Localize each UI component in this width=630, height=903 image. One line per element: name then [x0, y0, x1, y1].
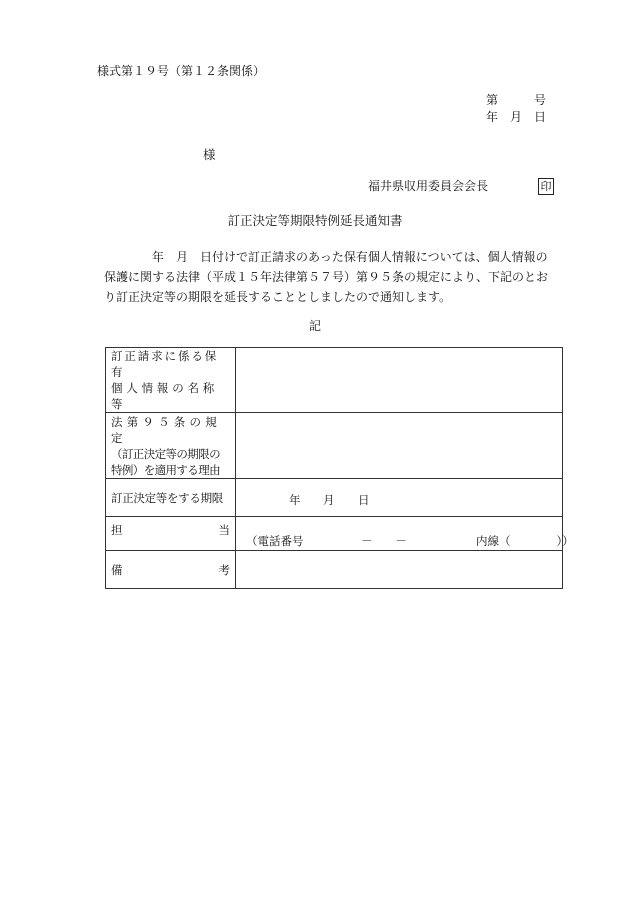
phone-line: （電話番号 － － 内線（ ））	[246, 534, 574, 548]
label-line	[111, 562, 230, 578]
table-row	[106, 551, 563, 589]
table-row	[106, 517, 563, 551]
value-cell[interactable]	[236, 413, 563, 479]
seal-mark: 印	[538, 178, 554, 195]
value-cell[interactable]	[236, 348, 563, 413]
label-line	[111, 348, 230, 380]
table-row	[106, 348, 563, 413]
reference-number: 第 号	[486, 93, 547, 107]
label-line	[111, 522, 230, 538]
label-text: 考	[218, 562, 230, 577]
deadline-day: 日	[358, 493, 370, 507]
label-text: 法第９５条の規定	[111, 414, 221, 445]
label-text: 個人情報の名称等	[111, 381, 219, 411]
table-row	[106, 479, 563, 517]
label-line	[111, 414, 230, 446]
label-cell	[106, 413, 236, 479]
table-row	[106, 413, 563, 479]
remarks-cell[interactable]	[236, 551, 563, 589]
label-text: 担	[111, 522, 123, 537]
document-title: 訂正決定等期限特例延長通知書	[227, 213, 403, 228]
ki-heading: 記	[308, 319, 321, 333]
form-number: 様式第１９号（第１２条関係）	[97, 64, 266, 78]
body-paragraph	[104, 247, 556, 307]
label-text: 備	[111, 562, 123, 577]
label-text: （訂正決定等の期限の	[111, 446, 220, 461]
label-text: 当	[218, 522, 230, 537]
label-cell	[106, 517, 236, 551]
details-table	[105, 347, 574, 589]
label-line	[111, 380, 230, 412]
deadline-cell[interactable]	[236, 479, 563, 517]
issuer-name: 福井県収用委員会会長	[368, 179, 489, 193]
deadline-year: 年	[289, 493, 301, 507]
deadline-month: 月	[323, 493, 335, 507]
label-cell	[106, 479, 236, 517]
label-cell	[106, 348, 236, 413]
label-cell	[106, 551, 236, 589]
label-line	[111, 446, 230, 462]
label-line	[111, 462, 230, 478]
issue-date: 年 月 日	[486, 110, 547, 124]
contact-cell[interactable]	[236, 517, 574, 551]
body-text: 年 月 日付けで訂正請求のあった保有個人情報については、個人情報の保護に関する法律（平成１５年法律第５７号）第９５条の規定により、下記のとおり訂正決定等の期限を延長することとしましたので通知します。	[104, 250, 549, 304]
label-text: 特例）を適用する理由	[111, 462, 220, 477]
addressee-honorific: 様	[203, 147, 216, 162]
label-text: 訂正決定等をする期限	[111, 490, 223, 505]
label-text: 訂正請求に係る保有	[111, 349, 219, 379]
